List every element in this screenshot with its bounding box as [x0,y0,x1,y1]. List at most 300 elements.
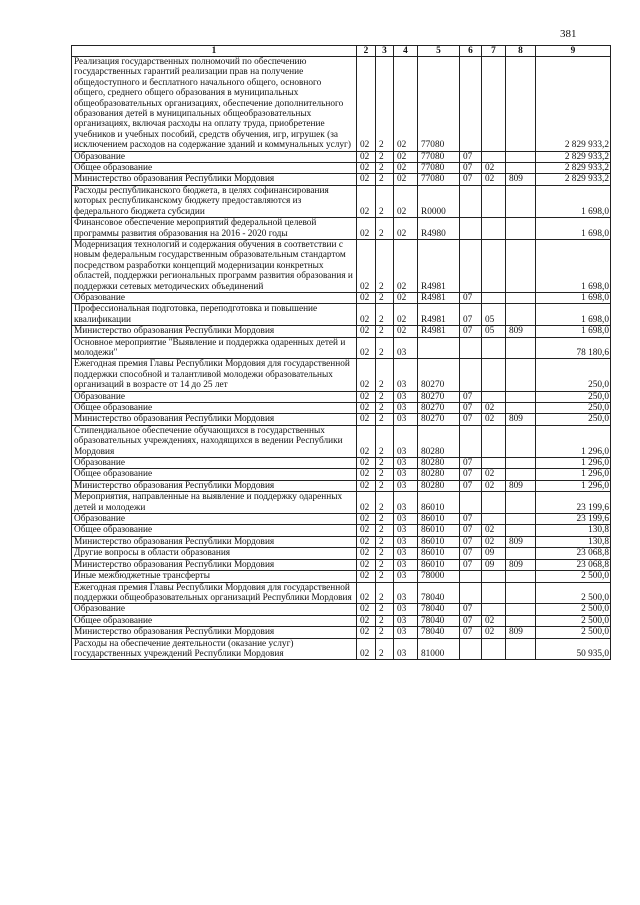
code-cell: 80280 [418,425,460,457]
code-cell: 02 [357,615,376,626]
code-cell: 809 [506,414,536,425]
code-cell: 809 [506,536,536,547]
code-cell [482,292,506,303]
code-cell: 78040 [418,582,460,604]
code-cell: 80270 [418,359,460,391]
code-cell [506,218,536,240]
code-cell: 2 [376,174,394,185]
code-cell: 07 [460,514,482,525]
table-row [72,480,611,491]
code-cell [506,151,536,162]
code-cell: 2 [376,163,394,174]
amount-cell: 2 829 933,2 [536,57,611,152]
row-name-cell: Образование [72,292,357,303]
code-cell: 809 [506,627,536,638]
column-header: 7 [482,46,506,57]
table-row [72,163,611,174]
code-cell [482,458,506,469]
amount-cell: 2 500,0 [536,604,611,615]
code-cell: 2 [376,57,394,152]
code-cell: 809 [506,326,536,337]
code-cell: 07 [460,174,482,185]
code-cell: 02 [482,414,506,425]
table-body [72,57,611,660]
code-cell: 80270 [418,391,460,402]
code-cell: 05 [482,304,506,326]
row-name-cell: Модернизация технологий и содержания обучения в соответствии с новым федеральным государственным образовательным стандартом посредством разработки концепций модернизации конкретных областей, поддержки региональных программ развития образования и поддержки сетевых методических объединений [72,239,357,292]
amount-cell: 1 698,0 [536,292,611,303]
code-cell: 02 [394,239,418,292]
code-cell: 07 [460,536,482,547]
amount-cell: 2 500,0 [536,582,611,604]
row-name-cell: Расходы на обеспечение деятельности (оказание услуг) государственных учреждений Республики Мордовия [72,638,357,660]
code-cell: R4981 [418,239,460,292]
code-cell: 80280 [418,469,460,480]
table-row [72,151,611,162]
code-cell [506,239,536,292]
code-cell [482,492,506,514]
code-cell [506,514,536,525]
row-name-cell: Общее образование [72,469,357,480]
table-row [72,469,611,480]
code-cell [506,425,536,457]
row-name-cell: Другие вопросы в области образования [72,548,357,559]
amount-cell: 1 296,0 [536,480,611,491]
amount-cell: 23 068,8 [536,548,611,559]
code-cell [482,218,506,240]
amount-cell: 1 698,0 [536,218,611,240]
amount-cell: 50 935,0 [536,638,611,660]
code-cell: 86010 [418,492,460,514]
code-cell: 07 [460,304,482,326]
code-cell: 02 [357,304,376,326]
code-cell [506,582,536,604]
code-cell: 07 [460,391,482,402]
column-header: 3 [376,46,394,57]
table-row [72,559,611,570]
code-cell [460,218,482,240]
table-row [72,638,611,660]
code-cell: 03 [394,391,418,402]
amount-cell: 23 199,6 [536,514,611,525]
code-cell: 05 [482,326,506,337]
code-cell: 02 [357,239,376,292]
code-cell [460,239,482,292]
code-cell: 2 [376,292,394,303]
code-cell: 02 [357,638,376,660]
code-cell [460,337,482,359]
code-cell: 02 [394,218,418,240]
code-cell: 77080 [418,163,460,174]
amount-cell: 130,8 [536,536,611,547]
amount-cell: 130,8 [536,525,611,536]
table-row [72,536,611,547]
row-name-cell: Иные межбюджетные трансферты [72,571,357,582]
code-cell [460,425,482,457]
code-cell: 03 [394,536,418,547]
code-cell: 02 [394,292,418,303]
code-cell [482,359,506,391]
code-cell [506,571,536,582]
table-header-row [72,46,611,57]
code-cell [506,458,536,469]
code-cell: 02 [482,469,506,480]
code-cell: 2 [376,638,394,660]
code-cell: 03 [394,359,418,391]
code-cell [482,337,506,359]
code-cell: 02 [394,304,418,326]
code-cell: 03 [394,615,418,626]
code-cell: 81000 [418,638,460,660]
table-row [72,403,611,414]
table-row [72,582,611,604]
row-name-cell: Образование [72,604,357,615]
code-cell: 809 [506,174,536,185]
amount-cell: 1 698,0 [536,304,611,326]
row-name-cell: Министерство образования Республики Мордовия [72,174,357,185]
code-cell: 02 [357,57,376,152]
table-row [72,414,611,425]
code-cell [482,604,506,615]
amount-cell: 1 296,0 [536,458,611,469]
code-cell: 02 [357,403,376,414]
row-name-cell: Министерство образования Республики Мордовия [72,414,357,425]
code-cell [506,525,536,536]
code-cell [506,638,536,660]
code-cell: 2 [376,239,394,292]
code-cell [418,337,460,359]
amount-cell: 23 199,6 [536,492,611,514]
code-cell: 02 [482,525,506,536]
code-cell [506,469,536,480]
column-header: 4 [394,46,418,57]
row-name-cell: Основное мероприятие "Выявление и поддержка одаренных детей и молодежи" [72,337,357,359]
code-cell: 02 [357,514,376,525]
code-cell [460,571,482,582]
code-cell: 03 [394,638,418,660]
amount-cell: 78 180,6 [536,337,611,359]
row-name-cell: Общее образование [72,615,357,626]
code-cell: 02 [357,492,376,514]
table-row [72,492,611,514]
code-cell: 2 [376,536,394,547]
code-cell: 03 [394,480,418,491]
table-row [72,185,611,217]
code-cell: 03 [394,492,418,514]
code-cell: 03 [394,425,418,457]
row-name-cell: Министерство образования Республики Мордовия [72,480,357,491]
code-cell: 02 [394,326,418,337]
code-cell: 2 [376,525,394,536]
code-cell: 2 [376,403,394,414]
code-cell: 02 [357,292,376,303]
code-cell: 2 [376,492,394,514]
code-cell [506,492,536,514]
code-cell: 03 [394,414,418,425]
code-cell: 02 [357,163,376,174]
code-cell: 2 [376,337,394,359]
code-cell [506,304,536,326]
code-cell: 2 [376,548,394,559]
code-cell: 2 [376,458,394,469]
code-cell: 02 [394,57,418,152]
code-cell [506,615,536,626]
row-name-cell: Министерство образования Республики Мордовия [72,559,357,570]
code-cell [482,185,506,217]
amount-cell: 250,0 [536,359,611,391]
code-cell: 07 [460,151,482,162]
code-cell: 80270 [418,403,460,414]
code-cell: 02 [394,185,418,217]
table-row [72,525,611,536]
code-cell: 07 [460,559,482,570]
code-cell: 03 [394,514,418,525]
code-cell: 02 [357,414,376,425]
code-cell: 03 [394,627,418,638]
code-cell: 2 [376,151,394,162]
code-cell [482,425,506,457]
code-cell: 2 [376,514,394,525]
code-cell: 03 [394,548,418,559]
table-row [72,337,611,359]
code-cell: 07 [460,292,482,303]
code-cell [460,185,482,217]
code-cell: 02 [394,174,418,185]
code-cell: 02 [357,151,376,162]
amount-cell: 1 296,0 [536,425,611,457]
code-cell: 02 [357,425,376,457]
code-cell: 2 [376,469,394,480]
code-cell: 02 [357,582,376,604]
code-cell [506,403,536,414]
code-cell: 2 [376,604,394,615]
code-cell: 2 [376,414,394,425]
code-cell: 03 [394,458,418,469]
code-cell: 80280 [418,458,460,469]
code-cell: 78040 [418,615,460,626]
table-row [72,615,611,626]
code-cell: 02 [357,185,376,217]
amount-cell: 1 296,0 [536,469,611,480]
code-cell: 03 [394,525,418,536]
amount-cell: 23 068,8 [536,559,611,570]
code-cell: 2 [376,627,394,638]
code-cell: 02 [357,559,376,570]
table-row [72,292,611,303]
amount-cell: 2 500,0 [536,571,611,582]
code-cell: 02 [357,525,376,536]
code-cell: 07 [460,615,482,626]
row-name-cell: Профессиональная подготовка, переподготовка и повышение квалификации [72,304,357,326]
code-cell: 86010 [418,559,460,570]
code-cell: 03 [394,582,418,604]
code-cell: 2 [376,359,394,391]
code-cell [482,391,506,402]
code-cell: 2 [376,571,394,582]
code-cell: 02 [482,536,506,547]
code-cell: 07 [460,414,482,425]
column-header: 1 [72,46,357,57]
row-name-cell: Общее образование [72,163,357,174]
code-cell: 07 [460,469,482,480]
code-cell [506,359,536,391]
code-cell: 02 [357,218,376,240]
code-cell: 03 [394,469,418,480]
table-row [72,57,611,152]
code-cell: 02 [357,480,376,491]
table-row [72,458,611,469]
table-row [72,627,611,638]
code-cell: 02 [357,536,376,547]
amount-cell: 1 698,0 [536,185,611,217]
code-cell: 02 [482,480,506,491]
amount-cell: 1 698,0 [536,326,611,337]
code-cell [506,57,536,152]
code-cell: 2 [376,615,394,626]
table-row [72,218,611,240]
code-cell: 2 [376,582,394,604]
code-cell: 02 [357,337,376,359]
code-cell: 02 [357,458,376,469]
code-cell: 2 [376,559,394,570]
code-cell [482,638,506,660]
amount-cell: 1 698,0 [536,239,611,292]
code-cell: 809 [506,480,536,491]
row-name-cell: Финансовое обеспечение мероприятий федеральной целевой программы развития образования на 2016 - 2020 годы [72,218,357,240]
code-cell: 809 [506,559,536,570]
code-cell: 02 [482,174,506,185]
table-row [72,425,611,457]
code-cell: 03 [394,571,418,582]
table-row [72,326,611,337]
budget-table [71,45,611,660]
code-cell: 78040 [418,604,460,615]
row-name-cell: Образование [72,458,357,469]
code-cell [460,638,482,660]
code-cell: 02 [357,359,376,391]
code-cell: 86010 [418,525,460,536]
code-cell: 07 [460,627,482,638]
code-cell: 77080 [418,151,460,162]
code-cell: 86010 [418,548,460,559]
code-cell: 07 [460,604,482,615]
code-cell: 02 [357,469,376,480]
code-cell: 02 [394,163,418,174]
code-cell [460,359,482,391]
code-cell [506,163,536,174]
code-cell [506,548,536,559]
row-name-cell: Расходы республиканского бюджета, в целях софинансирования которых республиканскому бюджету предоставляются из федерального бюджета субсидии [72,185,357,217]
code-cell: 07 [460,403,482,414]
code-cell: 02 [357,391,376,402]
code-cell: 03 [394,403,418,414]
row-name-cell: Министерство образования Республики Мордовия [72,326,357,337]
code-cell: 07 [460,548,482,559]
table-row [72,514,611,525]
code-cell: 2 [376,391,394,402]
code-cell: 07 [460,458,482,469]
code-cell: 02 [357,604,376,615]
code-cell: 80270 [418,414,460,425]
code-cell: 02 [482,163,506,174]
code-cell: 07 [460,163,482,174]
row-name-cell: Мероприятия, направленные на выявление и поддержку одаренных детей и молодежи [72,492,357,514]
code-cell: 2 [376,425,394,457]
code-cell [506,391,536,402]
code-cell: 07 [460,480,482,491]
row-name-cell: Стипендиальное обеспечение обучающихся в государственных образовательных учреждениях, находящихся в ведении Республики Мордовия [72,425,357,457]
amount-cell: 2 500,0 [536,615,611,626]
code-cell [460,57,482,152]
amount-cell: 250,0 [536,414,611,425]
code-cell: 2 [376,304,394,326]
code-cell: 09 [482,548,506,559]
row-name-cell: Образование [72,151,357,162]
code-cell: 78000 [418,571,460,582]
code-cell: 2 [376,326,394,337]
column-header: 5 [418,46,460,57]
table-row [72,391,611,402]
code-cell: 02 [357,326,376,337]
code-cell [460,582,482,604]
code-cell [482,571,506,582]
code-cell [506,292,536,303]
code-cell: 02 [357,571,376,582]
table-row [72,548,611,559]
code-cell: 02 [357,627,376,638]
code-cell: 02 [357,548,376,559]
code-cell: 2 [376,480,394,491]
row-name-cell: Ежегодная премия Главы Республики Мордовия для государственной поддержки способной и талантливой молодежи образовательных организаций в возрасте от 14 до 25 лет [72,359,357,391]
code-cell: R4981 [418,326,460,337]
code-cell [482,239,506,292]
row-name-cell: Реализация государственных полномочий по обеспечению государственных гарантий реализации прав на получение общедоступного и бесплатного начального общего, основного общего, среднего общего образования в муниципальных общеобразовательных организациях, обеспечение дополнительного образования детей в муниципальных общеобразовательных организациях, включая расходы на оплату труда, приобретение учебников и учебных пособий, средств обучения, игр, игрушек (за исключением расходов на содержание зданий и коммунальных услуг) [72,57,357,152]
code-cell: 03 [394,604,418,615]
amount-cell: 2 500,0 [536,627,611,638]
table-row [72,304,611,326]
table-row [72,239,611,292]
code-cell [506,604,536,615]
row-name-cell: Общее образование [72,525,357,536]
row-name-cell: Министерство образования Республики Мордовия [72,627,357,638]
code-cell [482,514,506,525]
code-cell: 03 [394,559,418,570]
code-cell: 2 [376,218,394,240]
code-cell [482,57,506,152]
code-cell: 02 [394,151,418,162]
amount-cell: 2 829 933,2 [536,163,611,174]
code-cell: R4981 [418,292,460,303]
code-cell: 02 [357,174,376,185]
column-header: 6 [460,46,482,57]
table-row [72,359,611,391]
column-header: 8 [506,46,536,57]
code-cell: 07 [460,326,482,337]
column-header: 2 [357,46,376,57]
code-cell: 2 [376,185,394,217]
code-cell: 03 [394,337,418,359]
row-name-cell: Образование [72,514,357,525]
code-cell: 09 [482,559,506,570]
code-cell: R4981 [418,304,460,326]
code-cell [506,337,536,359]
code-cell [506,185,536,217]
amount-cell: 2 829 933,2 [536,151,611,162]
column-header: 9 [536,46,611,57]
code-cell: 78040 [418,627,460,638]
table-row [72,604,611,615]
code-cell: 77080 [418,57,460,152]
